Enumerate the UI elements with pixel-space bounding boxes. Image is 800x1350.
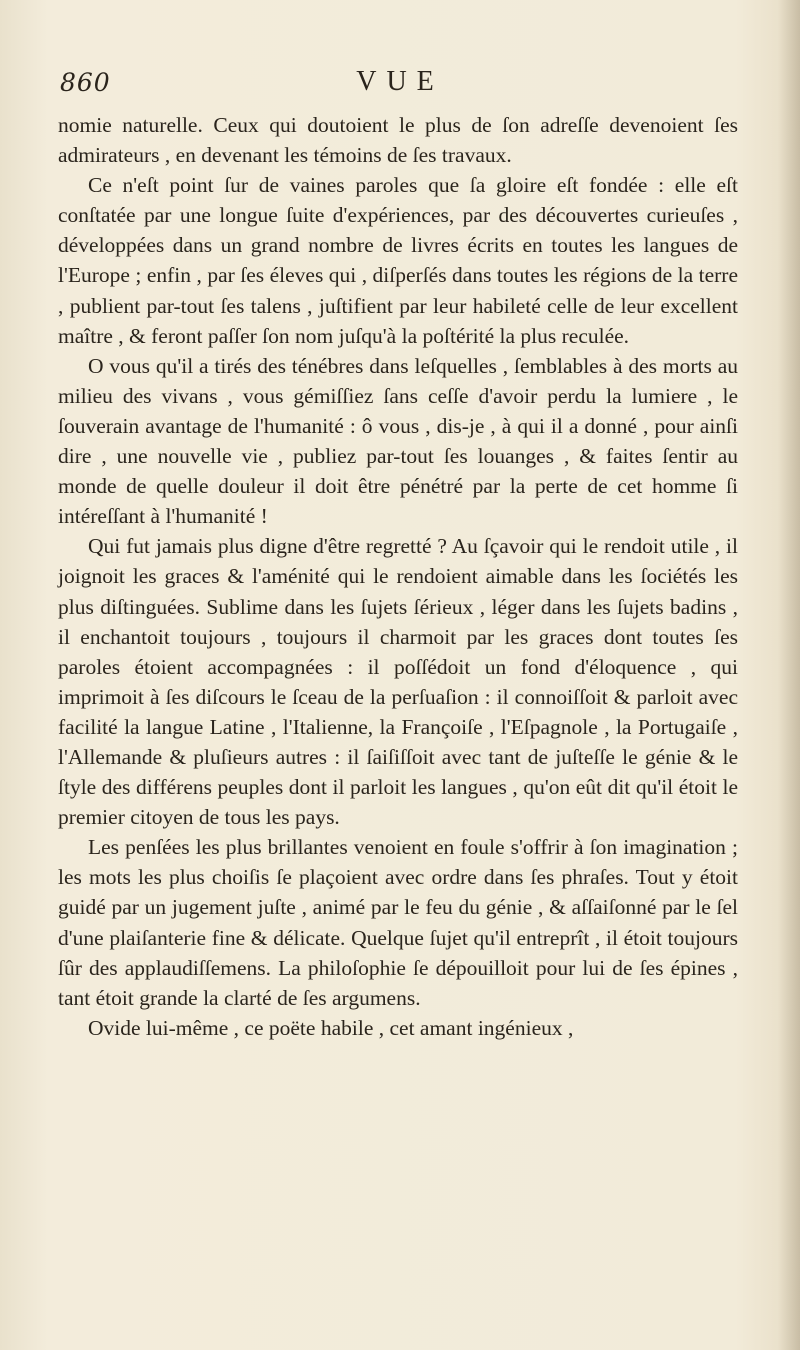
paragraph: Les penſées les plus brillantes venoient en foule s'offrir à ſon imagination ; les mots les plus choiſis ſe plaçoient avec ordre dans ſes phraſes. Tout y étoit guidé par un jugement juſte , animé par le feu du génie , & aſſaiſonné par le ſel d'une plaiſanterie fine & délicate. Quelque ſujet qu'il entreprît , il étoit toujours ſûr des applaudiſſemens. La philoſophie ſe dépouilloit pour lui de ſes épines , tant étoit grande la clarté de ſes argumens.	[58, 835, 738, 1010]
paragraph: Ce n'eſt point ſur de vaines paroles que ſa gloire eſt fondée : elle eſt conſtatée par une longue ſuite d'expériences, par des découvertes curieuſes , développées dans un grand nombre de livres écrits en toutes les langues de l'Europe ; enfin , par ſes éleves qui , diſperſés dans toutes les régions de la terre , publient par-tout ſes talens , juſtifient par leur habileté celle de leur excellent maître , & feront paſſer ſon nom juſqu'à la poſtérité la plus reculée.	[58, 173, 738, 348]
paragraph: nomie naturelle. Ceux qui doutoient le plus de ſon adreſſe devenoient ſes admirateurs , en devenant les témoins de ſes travaux.	[58, 113, 738, 168]
body-text	[58, 110, 738, 1043]
page-edge-shadow	[778, 0, 800, 1350]
page-header	[60, 66, 740, 106]
running-head: VUE	[356, 66, 444, 97]
paragraph: O vous qu'il a tirés des ténébres dans leſquelles , ſemblables à des morts au milieu des vivans , vous gémiſſiez ſans ceſſe d'avoir perdu la lumiere , le ſouverain avantage de l'humanité : ô vous , dis-je , à qui il a donné , pour ainſi dire , une nouvelle vie , publiez par-tout ſes louanges , & faites ſentir au monde de quelle douleur il doit être pénétré par la perte de cet homme ſi intéreſſant à l'humanité !	[58, 353, 738, 529]
paragraph: Ovide lui-même , ce poëte habile , cet amant ingénieux ,	[88, 1015, 574, 1040]
paragraph: Qui fut jamais plus digne d'être regretté ? Au ſçavoir qui le rendoit utile , il joignoit les graces & l'aménité qui le rendoient aimable dans les ſociétés les plus diſtinguées. Sublime dans les ſujets ſérieux , léger dans les ſujets badins , il enchantoit toujours , toujours il charmoit par les graces dont toutes ſes paroles étoient accompagnées : il poſſédoit un fond d'éloquence , qui imprimoit à ſes diſcours le ſceau de la perſuaſion : il connoiſſoit & parloit avec facilité la langue Latine , l'Italienne, la Françoiſe , l'Eſpagnole , la Portugaiſe , l'Allemande & pluſieurs autres : il ſaiſiſſoit avec tant de juſteſſe le génie & le ſtyle des différens peuples dont il parloit les langues , qu'on eût dit qu'il étoit le premier citoyen de tous les pays.	[58, 534, 738, 830]
page-number: 860	[60, 68, 111, 97]
